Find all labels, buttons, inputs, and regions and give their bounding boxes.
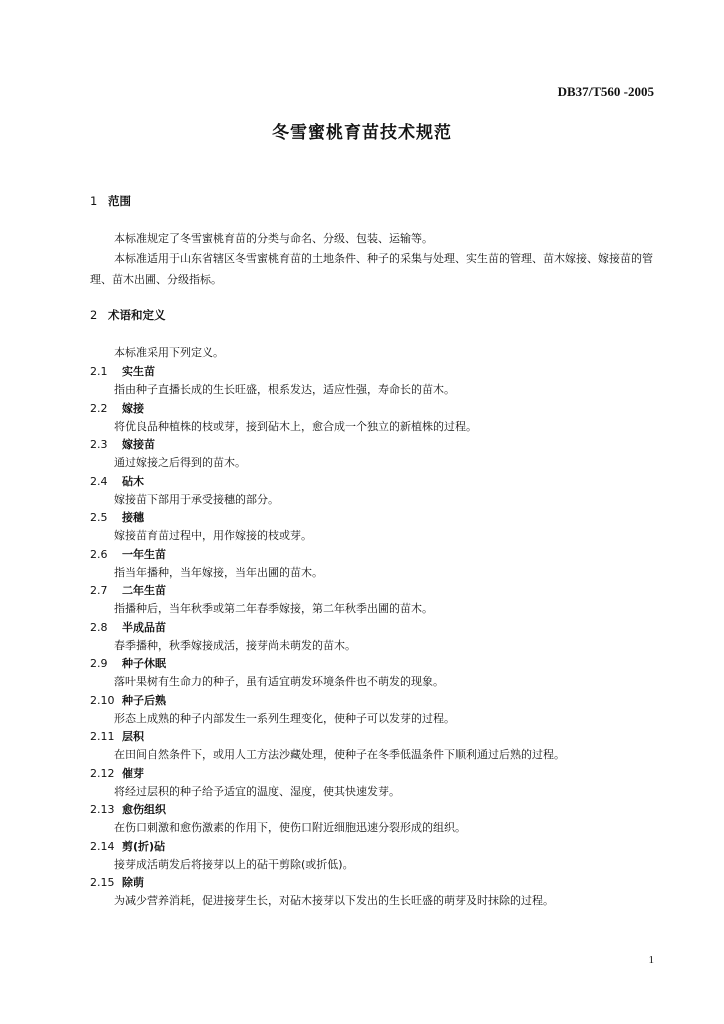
term-heading xyxy=(90,728,144,744)
section-number: 2 xyxy=(90,308,98,322)
term-heading xyxy=(90,838,165,854)
term-heading xyxy=(90,509,144,525)
term-number: 2.15 xyxy=(90,876,115,889)
term-number: 2.13 xyxy=(90,803,115,816)
term-heading xyxy=(90,874,144,890)
term-heading xyxy=(90,400,144,416)
term-number: 2.12 xyxy=(90,766,115,780)
term-definition: 为减少营养消耗，促进接芽生长，对砧木接芽以下发出的生长旺盛的萌芽及时抹除的过程。 xyxy=(114,894,554,907)
term-definition: 指当年播种，当年嫁接，当年出圃的苗木。 xyxy=(114,565,323,579)
term-number: 2.10 xyxy=(90,693,115,707)
term-definition: 落叶果树有生命力的种子，虽有适宜萌发环境条件也不萌发的现象。 xyxy=(114,675,444,688)
term-name: 除萌 xyxy=(122,876,144,889)
term-name: 种子休眠 xyxy=(122,657,166,670)
paragraph: 本标准采用下列定义。 xyxy=(114,346,224,359)
paragraph: 本标准规定了冬雪蜜桃育苗的分类与命名、分级、包装、运输等。 xyxy=(114,232,433,245)
term-name: 愈伤组织 xyxy=(122,803,166,816)
term-number: 2.5 xyxy=(90,511,108,524)
term-heading xyxy=(90,619,166,635)
term-name: 种子后熟 xyxy=(122,693,166,707)
term-number: 2.4 xyxy=(90,474,108,488)
section-title: 范围 xyxy=(108,194,131,208)
term-heading xyxy=(90,765,144,781)
term-definition: 指播种后，当年秋季或第二年春季嫁接，第二年秋季出圃的苗木。 xyxy=(114,602,433,615)
term-number: 2.8 xyxy=(90,620,108,634)
section-heading-scope xyxy=(90,193,131,209)
term-definition: 形态上成熟的种子内部发生一系列生理变化，使种子可以发芽的过程。 xyxy=(114,711,455,725)
term-definition: 嫁接苗育苗过程中，用作嫁接的枝或芽。 xyxy=(114,529,312,542)
term-name: 层积 xyxy=(122,730,144,743)
term-definition: 将优良品种植株的枝或芽，接到砧木上，愈合成一个独立的新植株的过程。 xyxy=(114,419,477,433)
term-name: 接穗 xyxy=(122,511,144,524)
term-name: 砧木 xyxy=(122,474,144,488)
term-heading xyxy=(90,473,144,489)
term-heading xyxy=(90,363,155,379)
term-number: 2.7 xyxy=(90,584,108,597)
term-definition: 在伤口刺激和愈伤激素的作用下，使伤口附近细胞迅速分裂形成的组织。 xyxy=(114,821,466,834)
term-definition: 指由种子直播长成的生长旺盛，根系发达，适应性强，寿命长的苗木。 xyxy=(114,383,455,396)
term-definition: 春季播种，秋季嫁接成活，接芽尚未萌发的苗木。 xyxy=(114,638,356,652)
term-heading xyxy=(90,801,166,817)
page-number: 1 xyxy=(648,954,654,966)
term-name: 嫁接苗 xyxy=(122,438,155,451)
term-heading xyxy=(90,655,166,671)
term-number: 2.1 xyxy=(90,365,108,378)
term-name: 一年生苗 xyxy=(122,547,166,561)
term-name: 实生苗 xyxy=(122,365,155,378)
term-name: 剪(折)砧 xyxy=(122,839,166,853)
term-number: 2.11 xyxy=(90,730,115,743)
term-definition: 接芽成活萌发后将接芽以上的砧干剪除(或折低)。 xyxy=(114,857,354,871)
term-number: 2.14 xyxy=(90,839,115,853)
term-heading xyxy=(90,692,166,708)
term-name: 催芽 xyxy=(122,766,144,780)
term-definition: 在田间自然条件下，或用人工方法沙藏处理，使种子在冬季低温条件下顺利通过后熟的过程。 xyxy=(114,748,565,761)
term-definition: 通过嫁接之后得到的苗木。 xyxy=(114,456,246,469)
term-name: 半成品苗 xyxy=(122,620,166,634)
term-heading xyxy=(90,546,166,562)
term-number: 2.2 xyxy=(90,401,108,415)
term-heading xyxy=(90,582,166,598)
term-number: 2.6 xyxy=(90,547,108,561)
paragraph: 本标准适用于山东省辖区冬雪蜜桃育苗的土地条件、种子的采集与处理、实生苗的管理、苗木嫁接、嫁接苗的管理、苗木出圃、分级指标。 xyxy=(90,252,653,286)
term-definition: 将经过层积的种子给予适宜的温度、湿度，使其快速发芽。 xyxy=(114,784,400,798)
section-heading-terms xyxy=(90,307,166,323)
document-title: 冬雪蜜桃育苗技术规范 xyxy=(272,123,452,143)
term-name: 嫁接 xyxy=(122,401,144,415)
term-number: 2.9 xyxy=(90,657,108,670)
standard-code: DB37/T560 -2005 xyxy=(557,84,654,99)
section-number: 1 xyxy=(90,194,98,208)
term-number: 2.3 xyxy=(90,438,108,451)
section-title: 术语和定义 xyxy=(108,308,166,322)
term-heading xyxy=(90,436,155,452)
term-definition: 嫁接苗下部用于承受接穗的部分。 xyxy=(114,492,279,506)
term-name: 二年生苗 xyxy=(122,584,166,597)
